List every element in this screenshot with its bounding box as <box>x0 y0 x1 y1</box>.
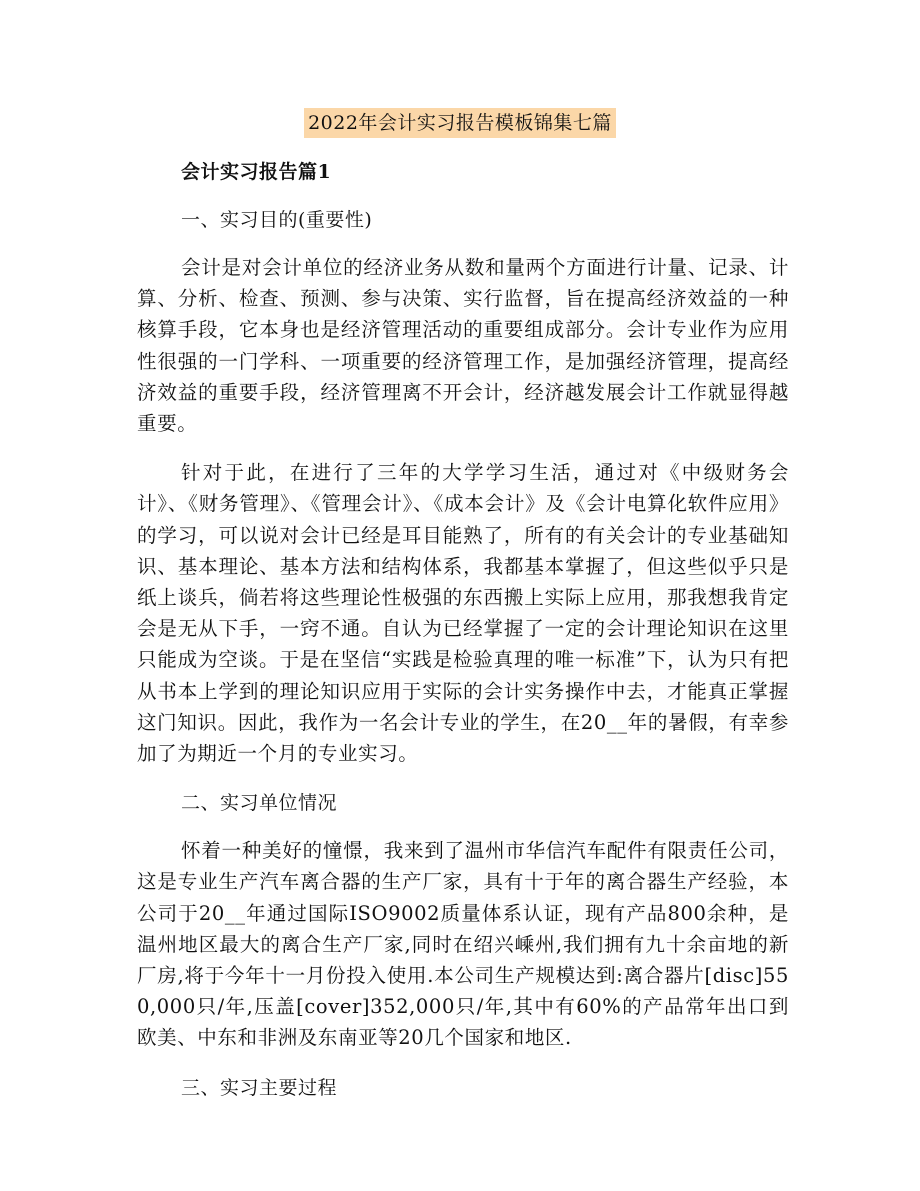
heading-purpose: 一、实习目的(重要性) <box>181 209 373 231</box>
heading-company: 二、实习单位情况 <box>181 792 338 815</box>
paragraph-company: 怀着一种美好的憧憬，我来到了温州市华信汽车配件有限责任公司，这是专业生产汽车离合器的生产厂家，具有十于年的离合器生产经验，本公司于20__年通过国际ISO9002质量体系认证，现有产品800余种，是温州地区最大的离合生产厂家,同时在绍兴嵊州,我们拥有九十余亩地的新厂房,将于今年十一月份投入使用.本公司生产规模达到:离合器片[disc]550,000只/年,压盖[cover]352,000只/年,其中有60%的产品常年出口到欧美、中东和非洲及东南亚等20几个国家和地区. <box>137 839 789 1050</box>
section-title: 会计实习报告篇1 <box>181 161 332 183</box>
heading-process: 三、实习主要过程 <box>181 1076 338 1099</box>
paragraph-study: 针对于此，在进行了三年的大学学习生活，通过对《中级财务会计》、《财务管理》、《管理会计》、《成本会计》及《会计电算化软件应用》的学习，可以说对会计已经是耳目能熟了，所有的有关会计的专业基础知识、基本理论、基本方法和结构体系，我都基本掌握了，但这些似乎只是纸上谈兵，倘若将这些理论性极强的东西搬上实际上应用，那我想我肯定会是无从下手，一窍不通。自认为已经掌握了一定的会计理论知识在这里只能成为空谈。于是在坚信“实践是检验真理的唯一标准”下，认为只有把从书本上学到的理论知识应用于实际的会计实务操作中去，才能真正掌握这门知识。因此，我作为一名会计专业的学生，在20__年的暑假，有幸参加了为期近一个月的专业实习。 <box>137 461 789 766</box>
document-title: 2022年会计实习报告模板锦集七篇 <box>304 108 616 138</box>
paragraph-purpose: 会计是对会计单位的经济业务从数和量两个方面进行计量、记录、计算、分析、检查、预测、参与决策、实行监督，旨在提高经济效益的一种核算手段，它本身也是经济管理活动的重要组成部分。会计专业作为应用性很强的一门学科、一项重要的经济管理工作，是加强经济管理，提高经济效益的重要手段，经济管理离不开会计，经济越发展会计工作就显得越重要。 <box>137 256 789 436</box>
title-container <box>0 108 920 138</box>
document-body <box>137 156 789 1120</box>
